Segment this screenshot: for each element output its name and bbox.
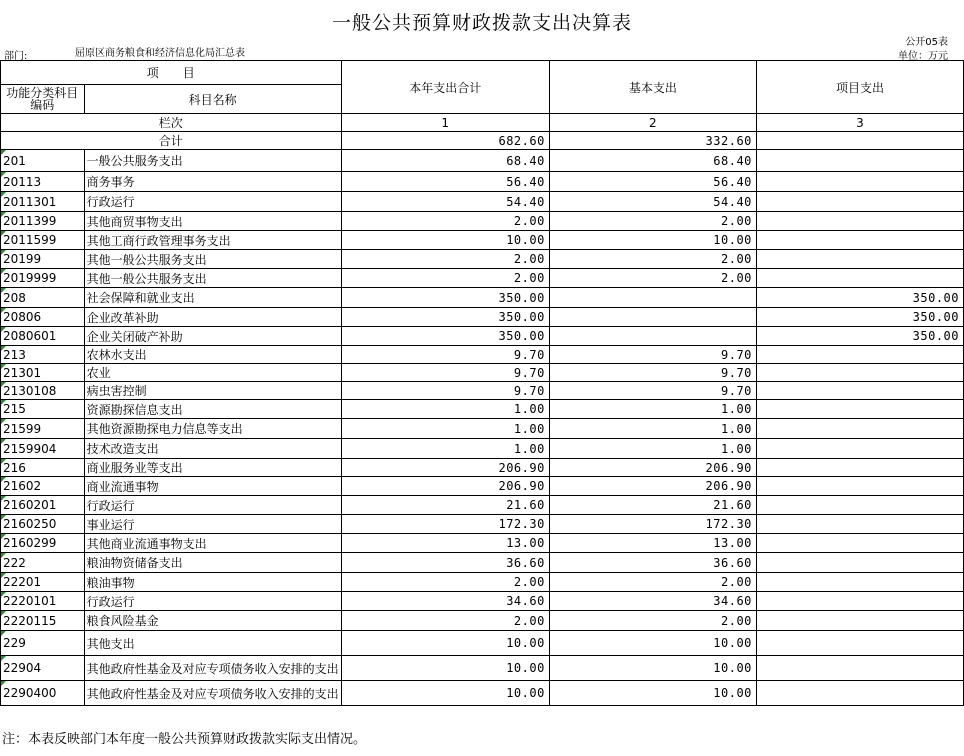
cell-marker-icon	[1, 592, 6, 597]
cell-marker-icon	[1, 364, 6, 369]
row-project	[756, 573, 963, 592]
table-row	[1, 288, 964, 308]
row-subject-name: 事业运行	[84, 515, 341, 534]
row-basic: 56.40	[549, 172, 756, 192]
cell-marker-icon	[1, 382, 6, 387]
row-project: 350.00	[756, 308, 963, 327]
row-code-text: 21602	[3, 479, 42, 493]
row-code	[1, 172, 85, 192]
row-code-text: 20806	[3, 310, 42, 324]
table-row	[1, 515, 964, 534]
row-basic: 10.00	[549, 656, 756, 681]
cell-marker-icon	[1, 656, 6, 661]
row-project	[756, 419, 963, 439]
table-row	[1, 592, 964, 611]
cell-marker-icon	[1, 553, 6, 558]
table-row	[1, 631, 964, 656]
row-subject-name: 其他工商行政管理事务支出	[84, 231, 341, 250]
row-basic: 54.40	[549, 192, 756, 212]
row-project: 350.00	[756, 288, 963, 308]
cell-marker-icon	[1, 419, 6, 424]
row-project	[756, 250, 963, 269]
row-code-text: 2130108	[3, 383, 57, 398]
row-basic: 172.30	[549, 515, 756, 534]
row-subject-name: 商业服务业等支出	[84, 459, 341, 477]
row-code-text: 21301	[3, 365, 42, 380]
cell-marker-icon	[1, 150, 6, 155]
table-row	[1, 269, 964, 288]
row-subject-name: 其他一般公共服务支出	[84, 269, 341, 288]
cell-marker-icon	[1, 400, 6, 405]
unit-label: 单位：万元	[898, 51, 948, 62]
table-row	[1, 553, 964, 573]
cell-marker-icon	[1, 231, 6, 236]
row-project	[756, 631, 963, 656]
row-basic: 21.60	[549, 496, 756, 515]
row-code-text: 20199	[3, 252, 42, 266]
row-code	[1, 656, 85, 681]
row-code-text: 2011399	[3, 214, 57, 228]
row-subject-name: 其他政府性基金及对应专项债务收入安排的支出	[84, 681, 341, 706]
row-basic	[549, 327, 756, 346]
row-code-text: 2290400	[3, 686, 57, 700]
row-total: 34.60	[341, 592, 549, 611]
row-project	[756, 364, 963, 382]
table-row	[1, 439, 964, 459]
row-code	[1, 439, 85, 459]
cell-marker-icon	[1, 681, 6, 686]
row-subject-name: 农业	[84, 364, 341, 382]
row-subject-name: 技术改造支出	[84, 439, 341, 459]
column-number-3: 3	[756, 114, 963, 132]
row-total: 2.00	[341, 269, 549, 288]
row-basic: 206.90	[549, 477, 756, 496]
summary-basic: 332.60	[549, 132, 756, 150]
table-row	[1, 250, 964, 269]
row-subject-name: 企业改革补助	[84, 308, 341, 327]
total-header: 本年支出合计	[341, 61, 549, 114]
row-basic: 1.00	[549, 400, 756, 419]
row-subject-name: 粮油物资储备支出	[84, 553, 341, 573]
row-total: 68.40	[341, 150, 549, 172]
summary-project	[756, 132, 963, 150]
row-basic: 34.60	[549, 592, 756, 611]
cell-marker-icon	[1, 496, 6, 501]
cell-marker-icon	[1, 288, 6, 293]
row-total: 2.00	[341, 250, 549, 269]
row-code-text: 2160250	[3, 517, 57, 531]
table-row	[1, 150, 964, 172]
row-total: 2.00	[341, 212, 549, 231]
row-project	[756, 534, 963, 553]
row-basic: 206.90	[549, 459, 756, 477]
row-basic: 2.00	[549, 212, 756, 231]
row-total: 13.00	[341, 534, 549, 553]
cell-marker-icon	[1, 573, 6, 578]
table-row	[1, 477, 964, 496]
department-name: 屈原区商务粮食和经济信息化局汇总表	[75, 48, 245, 59]
row-code-text: 20113	[3, 174, 42, 189]
cell-marker-icon	[1, 250, 6, 255]
row-code-text: 2011301	[3, 194, 57, 209]
basic-header: 基本支出	[549, 61, 756, 114]
row-basic: 2.00	[549, 611, 756, 631]
row-project	[756, 172, 963, 192]
row-total: 206.90	[341, 477, 549, 496]
cell-marker-icon	[1, 459, 6, 464]
row-code	[1, 553, 85, 573]
row-total: 9.70	[341, 364, 549, 382]
row-basic: 2.00	[549, 250, 756, 269]
row-code-text: 21599	[3, 421, 42, 436]
row-code-text: 2159904	[3, 441, 57, 456]
row-subject-name: 粮食风险基金	[84, 611, 341, 631]
row-total: 1.00	[341, 400, 549, 419]
row-subject-name: 行政运行	[84, 592, 341, 611]
row-code	[1, 346, 85, 364]
row-total: 2.00	[341, 573, 549, 592]
row-total: 172.30	[341, 515, 549, 534]
row-basic: 10.00	[549, 231, 756, 250]
row-subject-name: 其他支出	[84, 631, 341, 656]
row-project	[756, 269, 963, 288]
row-total: 1.00	[341, 439, 549, 459]
department-label: 部门:	[4, 51, 28, 62]
row-project	[756, 231, 963, 250]
cell-marker-icon	[1, 611, 6, 616]
row-total: 206.90	[341, 459, 549, 477]
summary-label: 合计	[1, 132, 342, 150]
row-basic: 9.70	[549, 346, 756, 364]
cell-marker-icon	[1, 534, 6, 539]
row-subject-name: 农林水支出	[84, 346, 341, 364]
row-code-text: 2220115	[3, 613, 57, 628]
row-subject-name: 行政运行	[84, 192, 341, 212]
table-row	[1, 212, 964, 231]
cell-marker-icon	[1, 477, 6, 482]
row-basic	[549, 288, 756, 308]
row-total: 56.40	[341, 172, 549, 192]
row-project	[756, 681, 963, 706]
table-row	[1, 364, 964, 382]
function-code-header: 功能分类科目编码	[1, 85, 85, 114]
row-subject-name: 商业流通事物	[84, 477, 341, 496]
report-title: 一般公共预算财政拨款支出决算表	[331, 12, 632, 34]
row-project	[756, 496, 963, 515]
row-total: 54.40	[341, 192, 549, 212]
table-row	[1, 382, 964, 400]
row-subject-name: 一般公共服务支出	[84, 150, 341, 172]
cell-marker-icon	[1, 515, 6, 520]
row-code	[1, 681, 85, 706]
row-code-text: 2160299	[3, 536, 57, 550]
table-row	[1, 231, 964, 250]
row-code	[1, 611, 85, 631]
footnote: 注：本表反映部门本年度一般公共预算财政拨款实际支出情况。	[2, 732, 367, 747]
row-basic: 2.00	[549, 573, 756, 592]
row-code-text: 22201	[3, 575, 42, 589]
table-row	[1, 656, 964, 681]
row-code-text: 222	[3, 555, 26, 570]
row-total: 9.70	[341, 346, 549, 364]
row-code	[1, 308, 85, 327]
row-code	[1, 400, 85, 419]
column-number-2: 2	[549, 114, 756, 132]
table-row	[1, 496, 964, 515]
row-project	[756, 382, 963, 400]
row-project	[756, 611, 963, 631]
summary-total: 682.60	[341, 132, 549, 150]
row-code	[1, 496, 85, 515]
row-code-text: 2160201	[3, 498, 57, 512]
row-project: 350.00	[756, 327, 963, 346]
row-project	[756, 656, 963, 681]
cell-marker-icon	[1, 327, 6, 332]
row-project	[756, 346, 963, 364]
row-total: 350.00	[341, 308, 549, 327]
item-header: 项 目	[1, 61, 342, 85]
table-row	[1, 573, 964, 592]
row-total: 2.00	[341, 611, 549, 631]
row-project	[756, 459, 963, 477]
row-subject-name: 其他政府性基金及对应专项债务收入安排的支出	[84, 656, 341, 681]
table-row	[1, 192, 964, 212]
row-project	[756, 477, 963, 496]
row-project	[756, 150, 963, 172]
row-subject-name: 社会保障和就业支出	[84, 288, 341, 308]
row-basic	[549, 308, 756, 327]
row-basic: 1.00	[549, 419, 756, 439]
row-project	[756, 515, 963, 534]
table-row	[1, 611, 964, 631]
row-code-text: 201	[3, 153, 26, 168]
row-basic: 9.70	[549, 364, 756, 382]
row-code	[1, 459, 85, 477]
column-number-1: 1	[341, 114, 549, 132]
row-code-text: 22904	[3, 661, 42, 675]
row-code	[1, 382, 85, 400]
row-code-text: 215	[3, 402, 26, 416]
row-code	[1, 573, 85, 592]
row-code	[1, 269, 85, 288]
cell-marker-icon	[1, 308, 6, 313]
cell-marker-icon	[1, 631, 6, 636]
row-subject-name: 其他一般公共服务支出	[84, 250, 341, 269]
row-total: 350.00	[341, 288, 549, 308]
table-row	[1, 681, 964, 706]
row-subject-name: 行政运行	[84, 496, 341, 515]
row-code	[1, 288, 85, 308]
row-total: 10.00	[341, 656, 549, 681]
table-row	[1, 308, 964, 327]
row-code	[1, 631, 85, 656]
row-code	[1, 364, 85, 382]
row-code-text: 208	[3, 290, 26, 305]
row-subject-name: 其他商业流通事物支出	[84, 534, 341, 553]
table-row	[1, 534, 964, 553]
row-basic: 1.00	[549, 439, 756, 459]
row-project	[756, 553, 963, 573]
row-total: 1.00	[341, 419, 549, 439]
row-code-text: 2220101	[3, 594, 57, 608]
row-code	[1, 327, 85, 346]
column-order-label: 栏次	[1, 114, 342, 132]
row-subject-name: 企业关闭破产补助	[84, 327, 341, 346]
row-basic: 10.00	[549, 681, 756, 706]
row-total: 10.00	[341, 631, 549, 656]
row-code	[1, 419, 85, 439]
row-total: 9.70	[341, 382, 549, 400]
row-project	[756, 400, 963, 419]
project-header: 项目支出	[756, 61, 963, 114]
row-subject-name: 粮油事物	[84, 573, 341, 592]
row-subject-name: 其他商贸事物支出	[84, 212, 341, 231]
row-code-text: 213	[3, 347, 26, 362]
row-subject-name: 商务事务	[84, 172, 341, 192]
row-total: 10.00	[341, 681, 549, 706]
cell-marker-icon	[1, 212, 6, 217]
row-project	[756, 212, 963, 231]
table-row	[1, 327, 964, 346]
row-code	[1, 534, 85, 553]
row-basic: 68.40	[549, 150, 756, 172]
row-basic: 13.00	[549, 534, 756, 553]
row-code	[1, 150, 85, 172]
table-row	[1, 172, 964, 192]
subject-name-header: 科目名称	[84, 85, 341, 114]
row-total: 10.00	[341, 231, 549, 250]
row-code	[1, 231, 85, 250]
row-project	[756, 192, 963, 212]
table-row	[1, 346, 964, 364]
cell-marker-icon	[1, 346, 6, 351]
row-code	[1, 592, 85, 611]
row-code-text: 216	[3, 460, 26, 475]
row-code-text: 2080601	[3, 329, 57, 343]
row-code-text: 2019999	[3, 271, 57, 285]
row-code-text: 2011599	[3, 233, 57, 247]
table-row	[1, 400, 964, 419]
row-project	[756, 439, 963, 459]
row-total: 21.60	[341, 496, 549, 515]
expenditure-table	[0, 60, 964, 706]
table-row	[1, 419, 964, 439]
row-code-text: 229	[3, 636, 26, 650]
row-total: 350.00	[341, 327, 549, 346]
row-total: 36.60	[341, 553, 549, 573]
row-code	[1, 212, 85, 231]
cell-marker-icon	[1, 192, 6, 197]
row-basic: 10.00	[549, 631, 756, 656]
cell-marker-icon	[1, 269, 6, 274]
row-subject-name: 病虫害控制	[84, 382, 341, 400]
row-code	[1, 250, 85, 269]
table-code: 公开05表	[905, 37, 948, 48]
cell-marker-icon	[1, 172, 6, 177]
row-code	[1, 192, 85, 212]
row-basic: 36.60	[549, 553, 756, 573]
table-row	[1, 459, 964, 477]
row-basic: 2.00	[549, 269, 756, 288]
cell-marker-icon	[1, 439, 6, 444]
row-project	[756, 592, 963, 611]
row-subject-name: 资源勘探信息支出	[84, 400, 341, 419]
row-code	[1, 477, 85, 496]
row-subject-name: 其他资源勘探电力信息等支出	[84, 419, 341, 439]
row-basic: 9.70	[549, 382, 756, 400]
row-code	[1, 515, 85, 534]
